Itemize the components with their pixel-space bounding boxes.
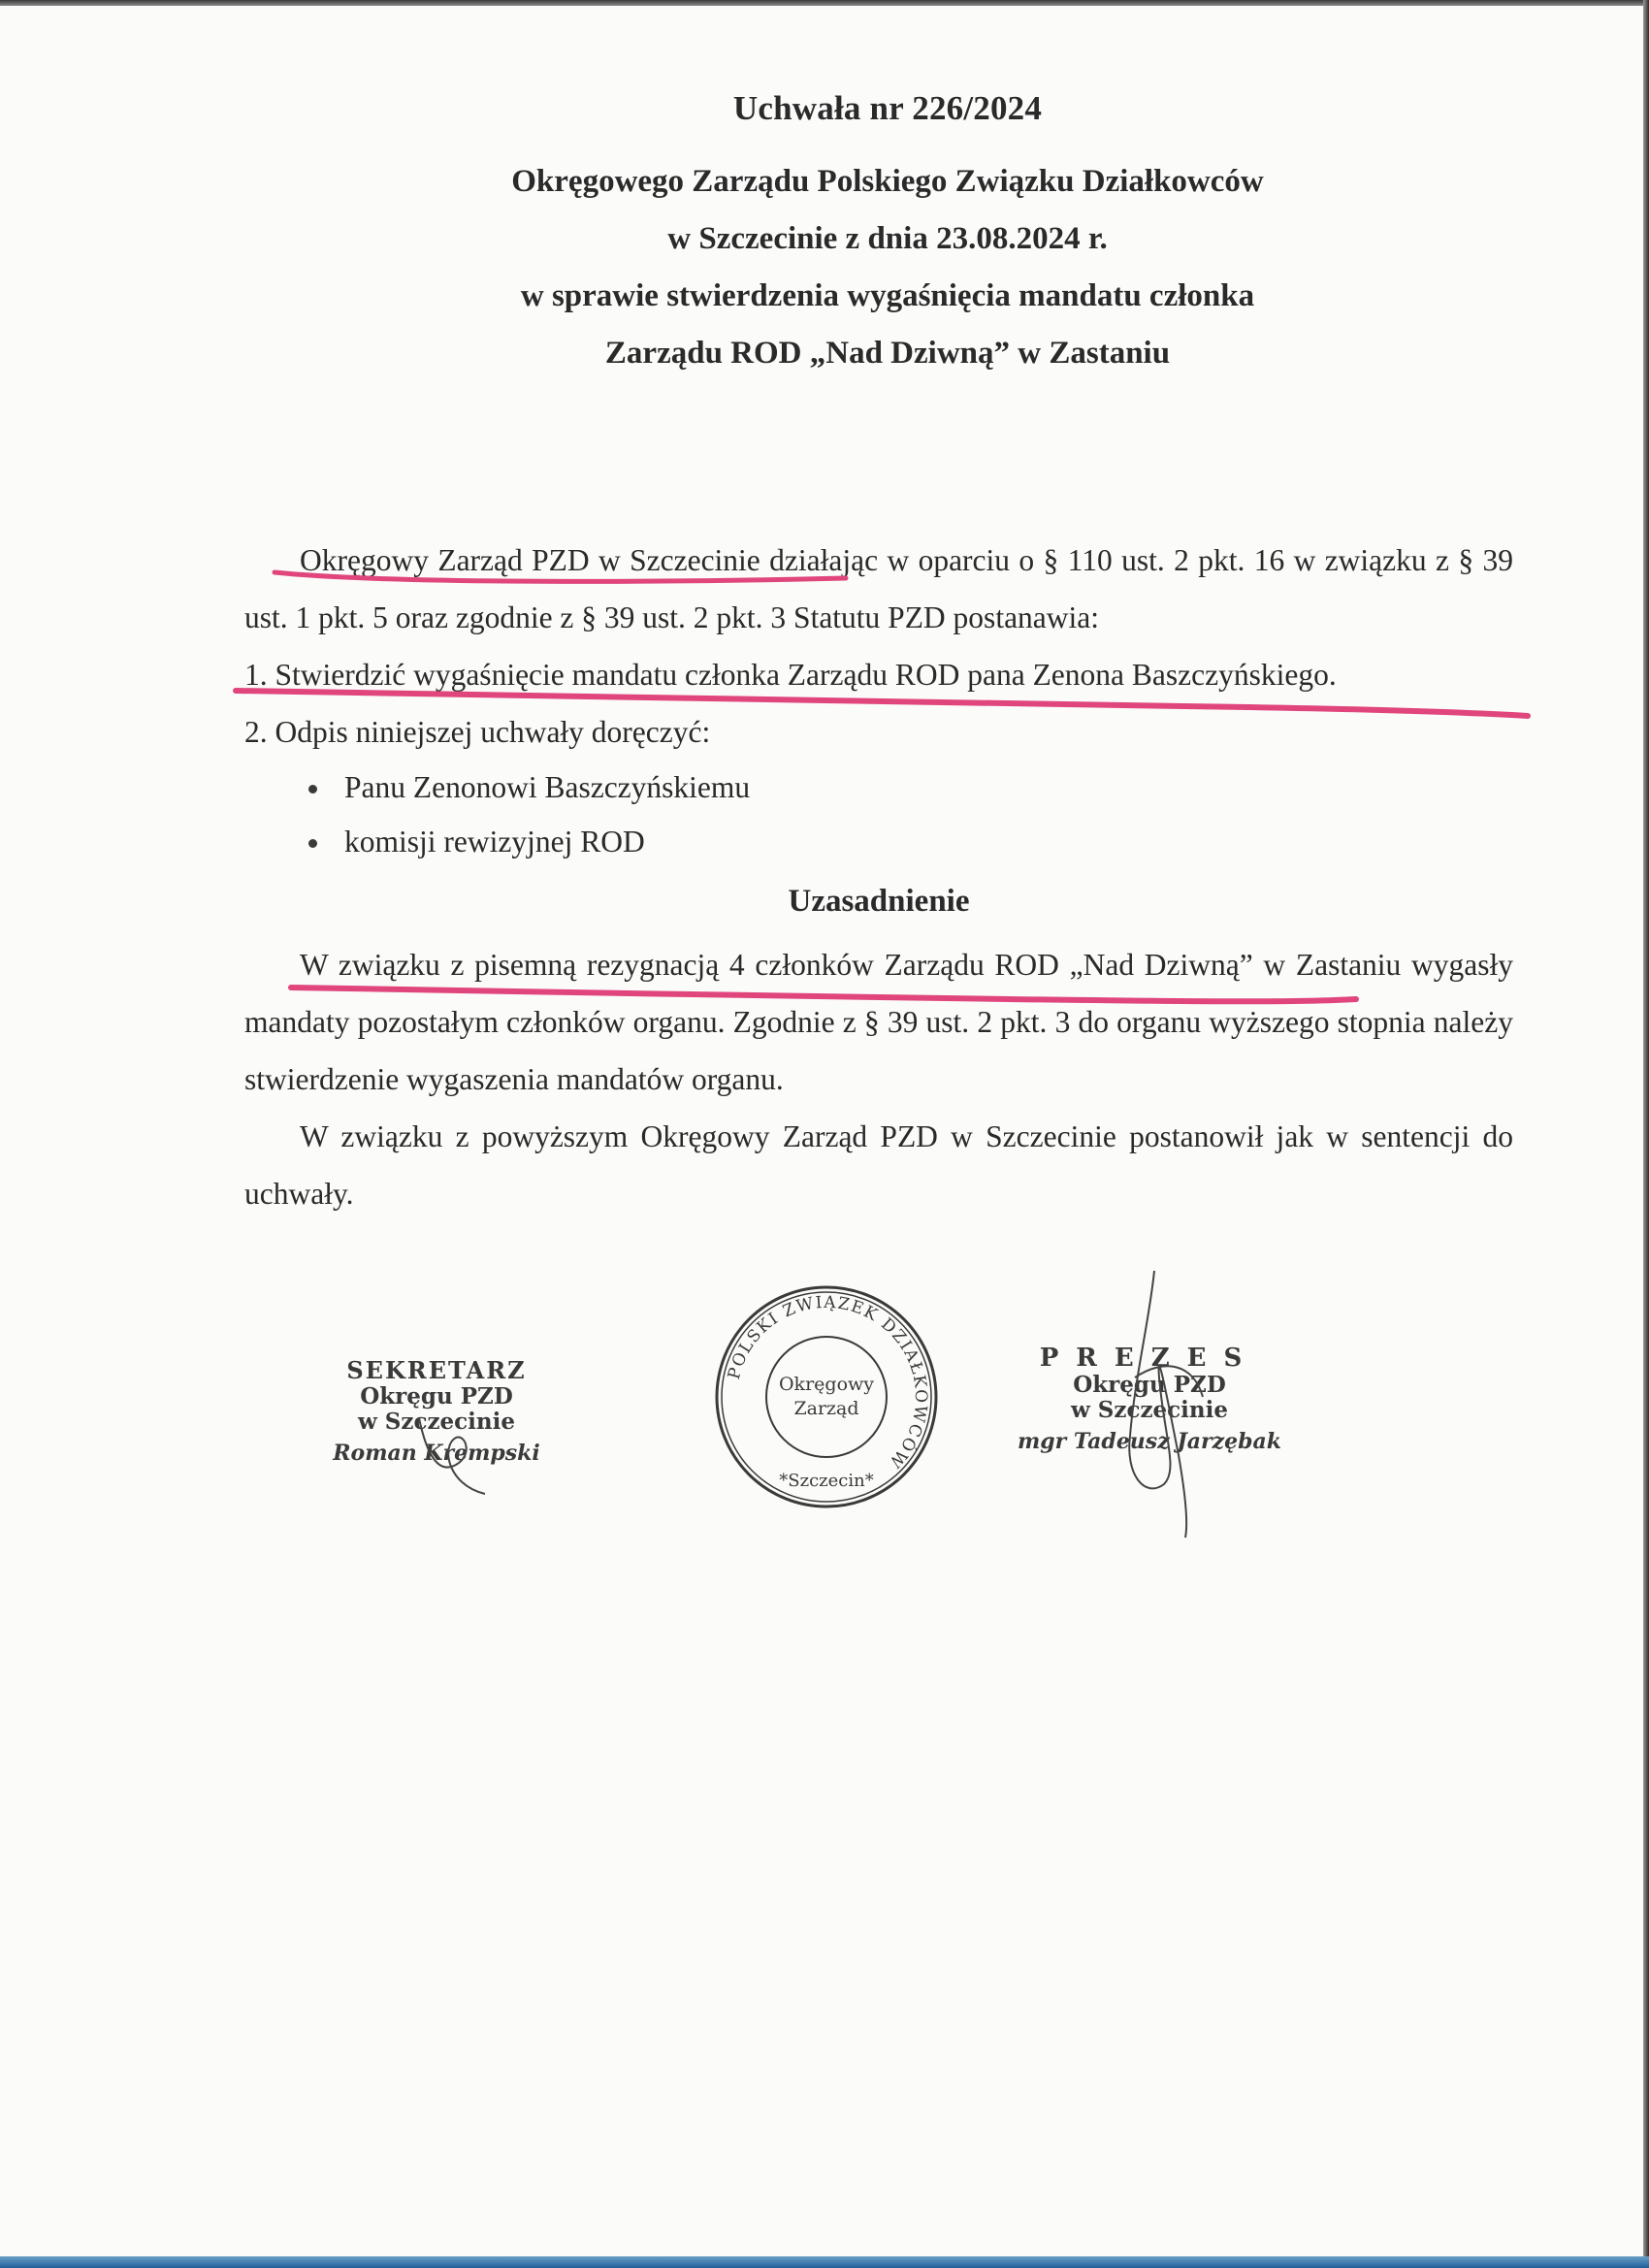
stamp-center-line-2: Zarząd bbox=[793, 1398, 859, 1419]
organization-stamp bbox=[710, 1280, 943, 1513]
document-title: Uchwała nr 226/2024 bbox=[732, 89, 1043, 127]
president-role: PREZES bbox=[1039, 1344, 1260, 1373]
recipient-item: komisji rewizyjnej ROD bbox=[244, 815, 1513, 869]
intro-line-1: Okręgowy Zarząd PZD w Szczecinie działając w oparciu o § 110 ust. 2 pkt. 16 w bbox=[300, 543, 1316, 577]
header-line-2: w Szczecinie z dnia 23.08.2024 r. bbox=[667, 221, 1108, 256]
secretary-name: Roman Krempski bbox=[333, 1441, 540, 1466]
document-header bbox=[242, 89, 1533, 382]
justification-paragraph-2: W związku z powyższym Okręgowy Zarząd PZD w Szczecinie postanowił jak w sentencji do uchwały. bbox=[244, 1119, 1513, 1211]
intro-paragraph bbox=[244, 532, 1513, 646]
resolution-item-2: 2. Odpis niniejszej uchwały doręczyć: bbox=[244, 715, 711, 749]
president-stamp bbox=[999, 1344, 1300, 1454]
header-line-4: Zarządu ROD „Nad Dziwną” w Zastaniu bbox=[604, 336, 1171, 371]
secretary-stamp bbox=[315, 1356, 558, 1466]
president-line-2: w Szczecinie bbox=[1070, 1397, 1228, 1423]
president-name: mgr Tadeusz Jarzębak bbox=[1018, 1429, 1281, 1454]
scan-edge-top bbox=[0, 0, 1649, 6]
secretary-line-1: Okręgu PZD bbox=[360, 1383, 513, 1409]
document-body bbox=[244, 532, 1513, 1222]
header-line-3: w sprawie stwierdzenia wygaśnięcia mandatu członka bbox=[520, 278, 1255, 313]
justification-heading: Uzasadnienie bbox=[788, 884, 970, 919]
intro-line-2: związku z § 39 ust. 1 pkt. 5 oraz zgodnie z § 39 ust. 2 pkt. 3 Statutu PZD postanawia: bbox=[244, 543, 1513, 634]
scan-edge-right bbox=[1643, 0, 1649, 2268]
stamp-bottom-text: *Szczecin* bbox=[779, 1471, 874, 1491]
recipient-item: Panu Zenonowi Baszczyńskiemu bbox=[244, 761, 1513, 815]
justification-paragraph-1: W związku z pisemną rezygnacją 4 członków Zarządu ROD „Nad Dziwną” w Zastaniu wygasły mandaty pozostałym członków organu. Zgodnie z § 39 ust. 2 pkt. 3 do organu wyższego stopnia należy stwierdzenie wygaszenia mandatów organu. bbox=[244, 948, 1513, 1096]
resolution-item-1: 1. Stwierdzić wygaśnięcie mandatu członka Zarządu ROD pana Zenona Baszczyńskiego. bbox=[244, 658, 1337, 692]
president-line-1: Okręgu PZD bbox=[1073, 1372, 1226, 1398]
recipient-list bbox=[244, 761, 1513, 869]
secretary-line-2: w Szczecinie bbox=[357, 1409, 515, 1435]
header-line-1: Okręgowego Zarządu Polskiego Związku Działkowców bbox=[511, 164, 1264, 199]
secretary-role: SEKRETARZ bbox=[346, 1356, 527, 1384]
scan-edge-bottom bbox=[0, 2256, 1649, 2268]
stamp-center-line-1: Okręgowy bbox=[778, 1374, 875, 1395]
stamp-outer-text: POLSKI ZWIĄZEK DZIAŁKOWCÓW bbox=[724, 1292, 931, 1473]
